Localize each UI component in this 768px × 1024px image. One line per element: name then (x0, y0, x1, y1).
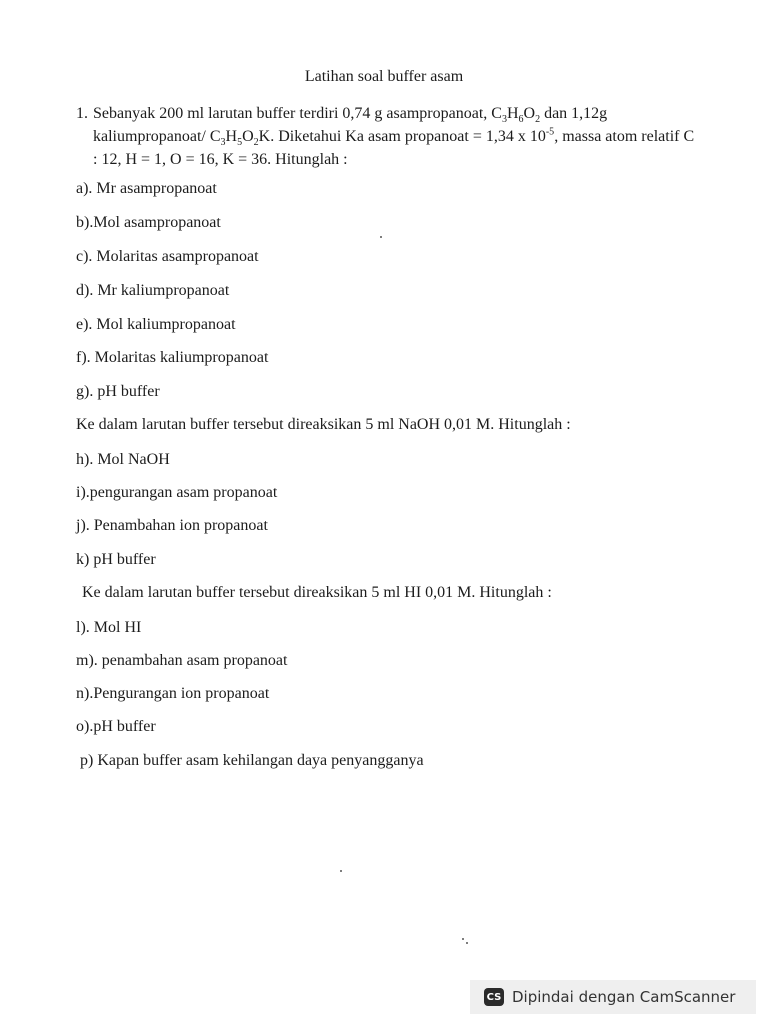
item-e: e). Mol kaliumpropanoat (76, 316, 236, 333)
q1-line3: : 12, H = 1, O = 16, K = 36. Hitunglah : (93, 151, 348, 168)
item-m: m). penambahan asam propanoat (76, 652, 288, 669)
camscanner-logo-icon: CS (484, 988, 504, 1006)
document-title: Latihan soal buffer asam (304, 68, 464, 85)
question-1 (76, 102, 736, 171)
item-n: n).Pengurangan ion propanoat (76, 685, 270, 702)
instruction-hi: Ke dalam larutan buffer tersebut direaksikan 5 ml HI 0,01 M. Hitunglah : (82, 584, 552, 601)
instruction-naoh: Ke dalam larutan buffer tersebut direaksikan 5 ml NaOH 0,01 M. Hitunglah : (76, 416, 571, 433)
item-p: p) Kapan buffer asam kehilangan daya penyangganya (80, 752, 424, 769)
q1-line1-b: H (506, 105, 519, 122)
item-k: k) pH buffer (76, 551, 156, 568)
q1-line2-d: K. Diketahui Ka asam propanoat = 1,34 x 10 (258, 128, 546, 145)
q1-line2-a: kaliumpropanoat/ C (93, 128, 221, 145)
item-o: o).pH buffer (76, 718, 156, 735)
scan-speck (340, 870, 342, 872)
q1-line1-c: O (523, 105, 536, 122)
subscript: 3 (220, 137, 226, 149)
item-g: g). pH buffer (76, 383, 160, 400)
superscript: -5 (545, 126, 555, 138)
item-j: j). Penambahan ion propanoat (76, 517, 268, 534)
item-i: i).pengurangan asam propanoat (76, 484, 278, 501)
scan-speck (380, 236, 382, 238)
subscript: 2 (535, 114, 541, 126)
subscript: 6 (518, 114, 524, 126)
scan-speck (466, 942, 468, 944)
question-number: 1. (76, 105, 88, 122)
q1-line2-c: O (242, 128, 254, 145)
q1-line2-e: , massa atom relatif C (554, 128, 695, 145)
subscript: 5 (237, 137, 243, 149)
scan-speck (462, 938, 464, 940)
q1-line1-a: Sebanyak 200 ml larutan buffer terdiri 0,74 g asampropanoat, C (93, 105, 502, 122)
subscript: 3 (501, 114, 507, 126)
item-h: h). Mol NaOH (76, 451, 170, 468)
q1-line1-d: dan 1,12g (540, 105, 608, 122)
item-c: c). Molaritas asampropanoat (76, 248, 259, 265)
watermark-text: Dipindai dengan CamScanner (512, 988, 736, 1006)
q1-line2-b: H (225, 128, 238, 145)
item-d: d). Mr kaliumpropanoat (76, 282, 230, 299)
item-f: f). Molaritas kaliumpropanoat (76, 349, 269, 366)
subscript: 2 (253, 137, 259, 149)
question-1-text (93, 102, 736, 171)
item-b: b).Mol asampropanoat (76, 214, 221, 231)
camscanner-watermark (470, 980, 756, 1014)
item-l: l). Mol HI (76, 619, 142, 636)
item-a: a). Mr asampropanoat (76, 180, 217, 197)
